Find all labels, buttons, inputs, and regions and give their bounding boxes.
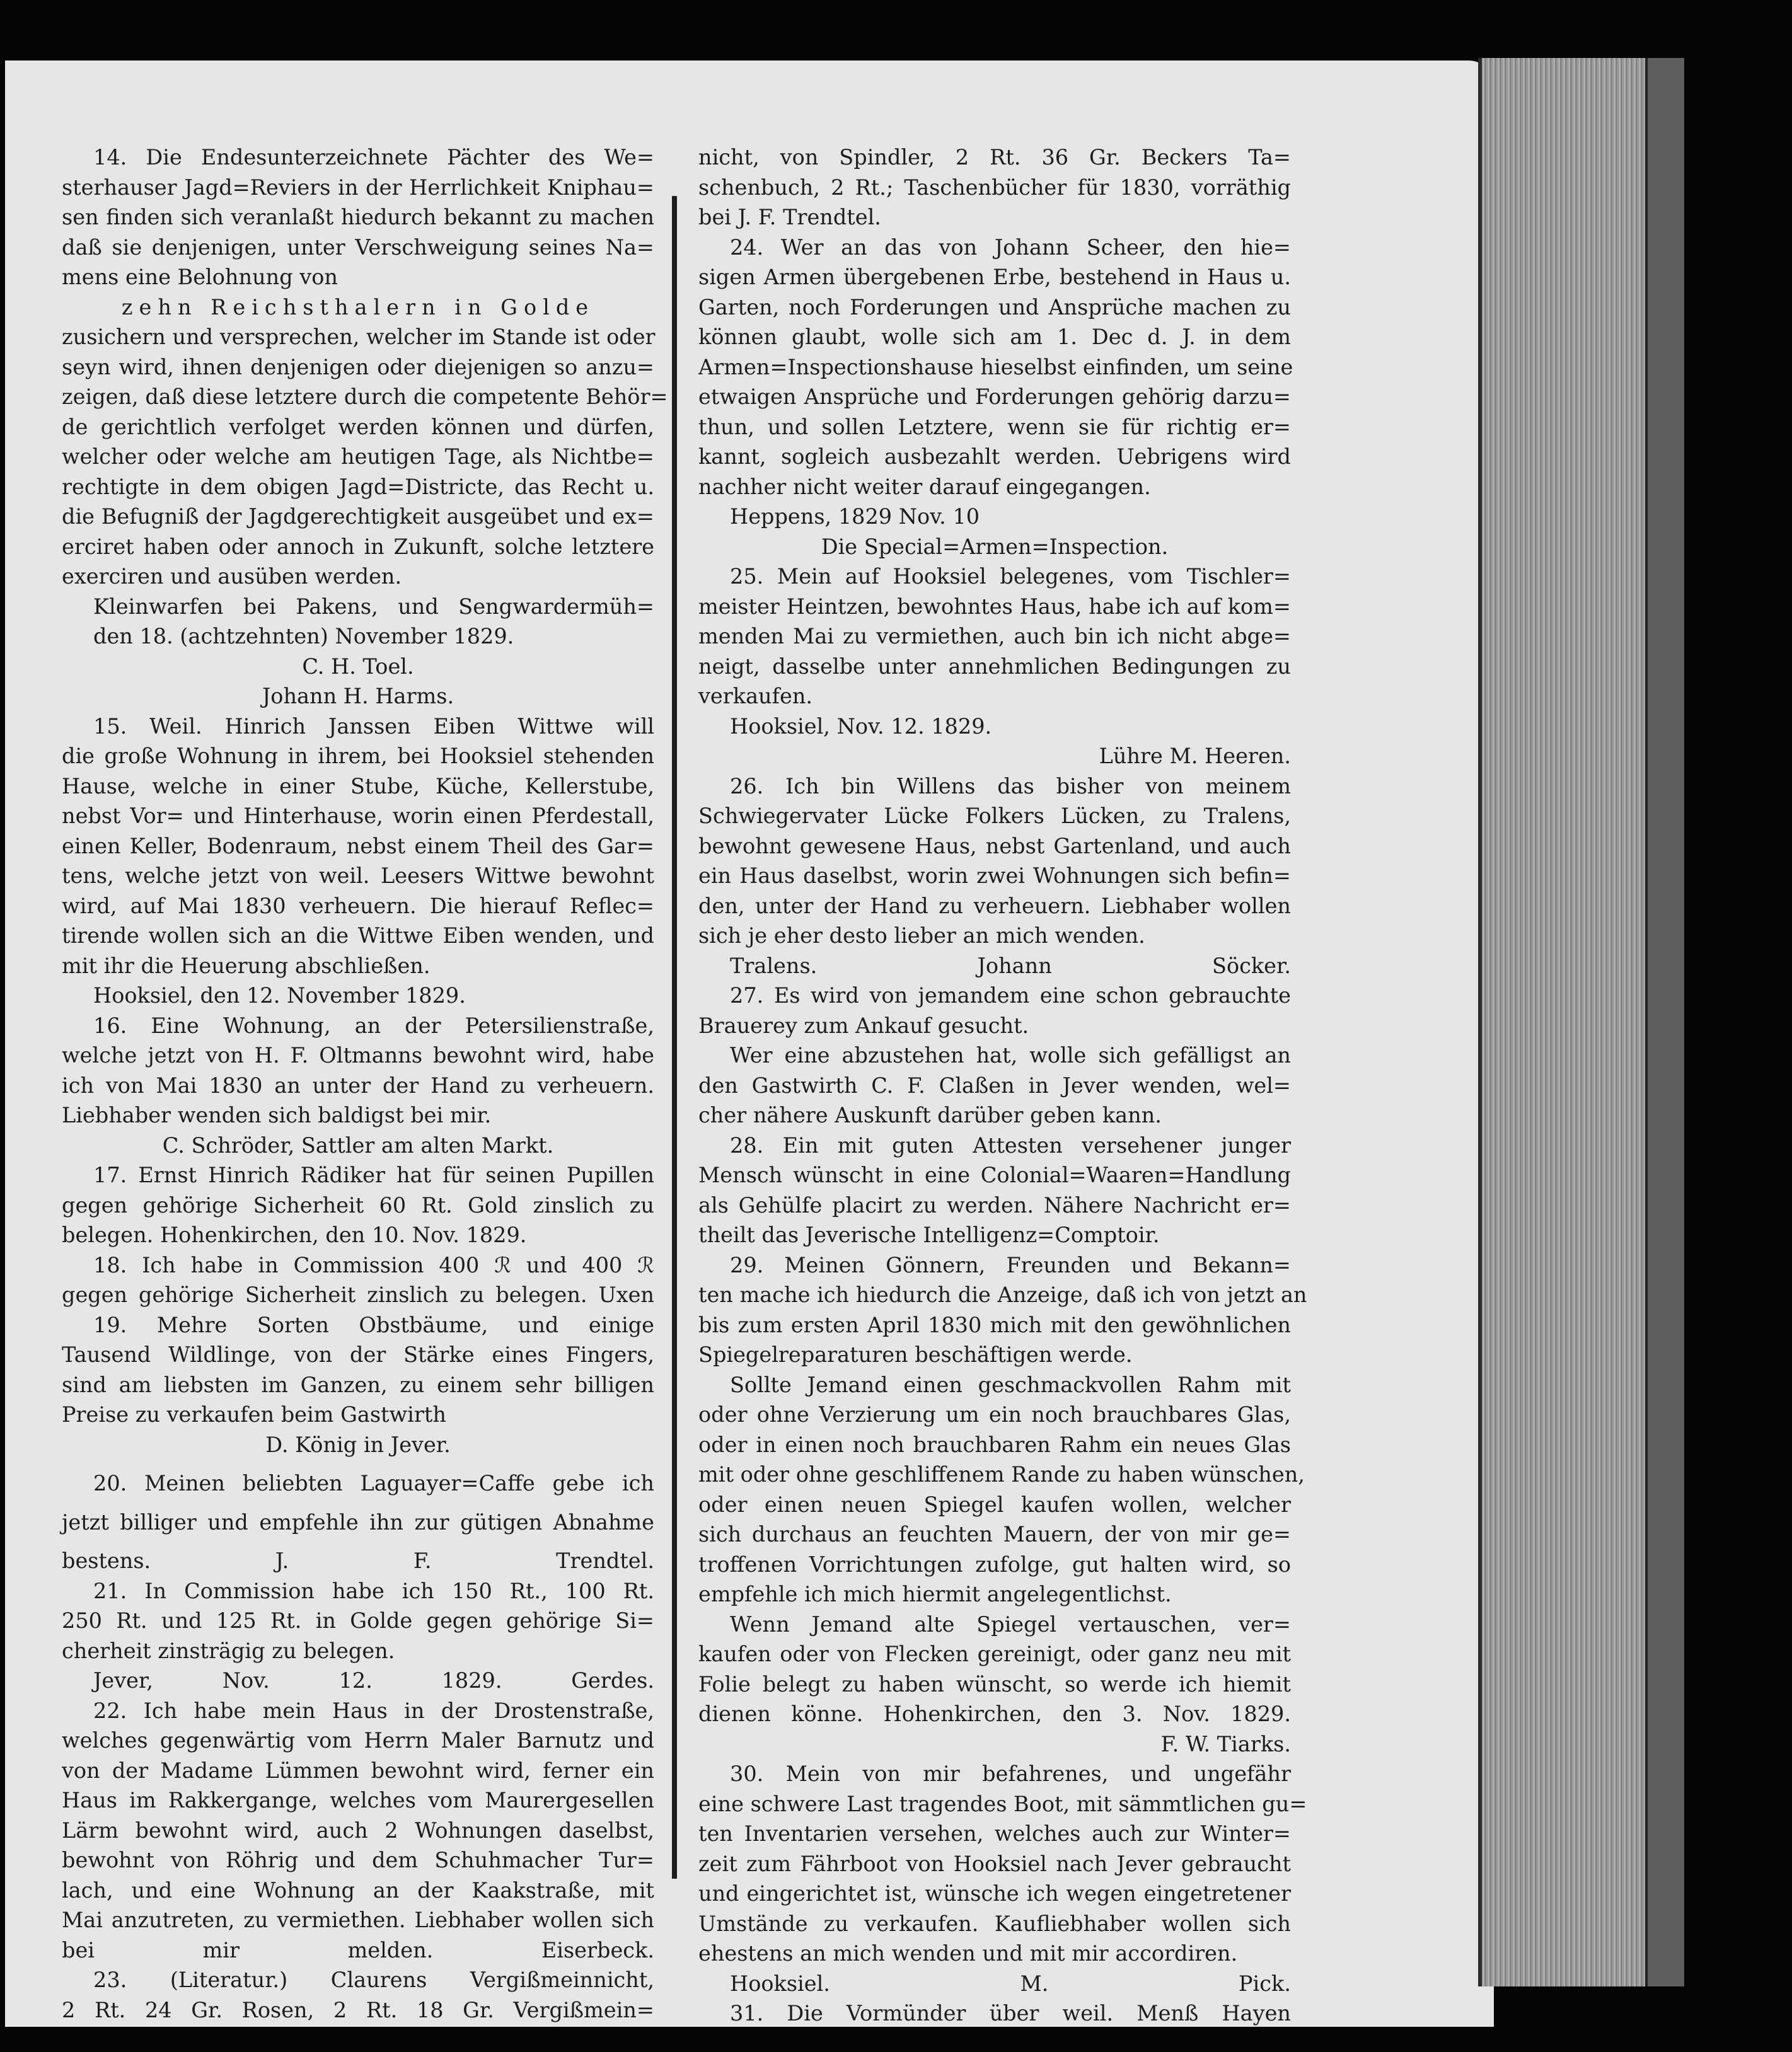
- right-column: [698, 142, 1307, 2027]
- book-fore-edge: [1478, 58, 1651, 1986]
- text-line: zeigen, daß diese letztere durch die competente Behör=: [62, 384, 668, 409]
- text-line: zusichern und versprechen, welcher im Stande ist oder: [62, 325, 656, 349]
- text-line: 21. In Commission habe ich 150 Rt., 100 Rt.: [93, 1578, 654, 1603]
- text-line: sind am liebsten im Ganzen, zu einem sehr billigen: [62, 1372, 654, 1397]
- text-line: 19. Mehre Sorten Obstbäume, und einige: [93, 1312, 654, 1337]
- text-line: zehn Reichsthalern in Golde: [121, 294, 595, 320]
- text-line: 17. Ernst Hinrich Rädiker hat für seinen Pupillen: [93, 1163, 654, 1187]
- text-line: lach, und eine Wohnung an der Kaakstraße, mit: [62, 1877, 654, 1903]
- text-line: Folie belegt zu haben wünscht, so werde ich hiemit: [698, 1671, 1291, 1697]
- text-line: den, unter der Hand zu verheuern. Liebhaber wollen: [698, 893, 1291, 918]
- text-line: tirende wollen sich an die Wittwe Eiben wenden, und: [62, 923, 654, 948]
- text-line: Lühre M. Heeren.: [1099, 744, 1291, 768]
- text-line: die große Wohnung in ihrem, bei Hooksiel stehenden: [62, 744, 654, 768]
- text-line: ein Haus daselbst, worin zwei Wohnungen sich befin=: [698, 863, 1291, 888]
- text-line: wird, auf Mai 1830 verheuern. Die hierauf Reflec=: [62, 893, 654, 918]
- text-line: Johann H. Harms.: [262, 684, 454, 708]
- text-line: ten mache ich hiedurch die Anzeige, daß ich von jetzt an: [698, 1282, 1307, 1307]
- text-line: von der Madame Lümmen bewohnt wird, ferner ein: [62, 1758, 654, 1783]
- text-line: 27. Es wird von jemandem eine schon gebrauchte: [730, 983, 1291, 1008]
- text-line: 20. Meinen beliebten Laguayer=Caffe gebe ich: [93, 1471, 654, 1496]
- text-line: Mai anzutreten, zu vermiethen. Liebhaber wollen sich: [62, 1908, 654, 1932]
- text-line: C. H. Toel.: [302, 654, 414, 679]
- text-line: exerciren und ausüben werden.: [62, 564, 402, 589]
- text-line: die Befugniß der Jagdgerechtigkeit ausgeübet und ex=: [62, 504, 654, 529]
- text-line: eine schwere Last tragendes Boot, mit sämmtlichen gu=: [698, 1791, 1307, 1816]
- text-line: als Gehülfe placirt zu werden. Nähere Nachricht er=: [698, 1192, 1291, 1218]
- text-line: Spiegelreparaturen beschäftigen werde.: [698, 1342, 1133, 1367]
- text-line: tens, welche jetzt von weil. Leesers Wittwe bewohnt: [62, 863, 654, 888]
- text-line: Hause, welche in einer Stube, Küche, Kellerstube,: [62, 773, 654, 798]
- text-line: Tausend Wildlinge, von der Stärke eines Fingers,: [62, 1342, 654, 1367]
- text-line: Kleinwarfen bei Pakens, und Sengwardermüh=: [93, 594, 654, 619]
- text-line: Sollte Jemand einen geschmackvollen Rahm mit: [730, 1372, 1291, 1397]
- text-line: sterhauser Jagd=Reviers in der Herrlichkeit Kniphau=: [62, 175, 654, 200]
- text-line: neigt, dasselbe unter annehmlichen Bedingungen zu: [698, 654, 1291, 679]
- text-line: 14. Die Endesunterzeichnete Pächter des We=: [93, 145, 654, 170]
- text-line: seyn wird, ihnen denjenigen oder diejenigen so anzu=: [62, 354, 654, 379]
- text-line: 23. (Literatur.) Claurens Vergißmeinnicht,: [93, 1968, 654, 1992]
- text-line: D. König in Jever.: [265, 1432, 451, 1457]
- text-line: Tralens. Johann Söcker.: [730, 953, 1291, 978]
- text-line: 29. Meinen Gönnern, Freunden und Bekann=: [730, 1252, 1291, 1277]
- text-line: bewohnt von Röhrig und dem Schuhmacher Tur=: [62, 1848, 654, 1872]
- column-rule: [672, 196, 677, 1879]
- text-line: verkaufen.: [698, 684, 813, 708]
- left-column: [62, 142, 668, 2025]
- text-line: rechtigte in dem obigen Jagd=Districte, das Recht u.: [62, 474, 654, 499]
- text-line: 28. Ein mit guten Attesten versehener junger: [730, 1133, 1291, 1158]
- text-line: Preise zu verkaufen beim Gastwirth: [62, 1402, 446, 1427]
- text-line: bis zum ersten April 1830 mich mit den gewöhnlichen: [698, 1312, 1291, 1337]
- text-line: nebst Vor= und Hinterhause, worin einen Pferdestall,: [62, 804, 654, 828]
- text-line: Die Special=Armen=Inspection.: [821, 534, 1169, 559]
- text-line: empfehle ich mich hiermit angelegentlichst.: [698, 1582, 1172, 1606]
- text-line: bei mir melden. Eiserbeck.: [62, 1937, 654, 1963]
- text-line: theilt das Jeverische Intelligenz=Comptoir.: [698, 1223, 1160, 1247]
- text-line: jetzt billiger und empfehle ihn zur gütigen Abnahme: [62, 1509, 654, 1535]
- text-line: Wenn Jemand alte Spiegel vertauschen, ver=: [730, 1611, 1291, 1637]
- text-line: ich von Mai 1830 an unter der Hand zu verheuern.: [62, 1073, 654, 1098]
- text-line: thun, und sollen Letztere, wenn sie für richtig er=: [698, 414, 1291, 439]
- text-line: ten Inventarien versehen, welches auch zur Winter=: [698, 1821, 1291, 1846]
- text-line: dienen könne. Hohenkirchen, den 3. Nov. 1829.: [698, 1702, 1291, 1726]
- text-line: 18. Ich habe in Commission 400 ℛ und 400 ℛ: [93, 1252, 654, 1277]
- text-line: 24. Wer an das von Johann Scheer, den hie=: [730, 234, 1291, 260]
- text-line: Hooksiel, den 12. November 1829.: [93, 983, 466, 1008]
- text-line: cher nähere Auskunft darüber geben kann.: [698, 1103, 1162, 1127]
- text-line: Schwiegervater Lücke Folkers Lücken, zu Tralens,: [698, 804, 1291, 828]
- text-line: F. W. Tiarks.: [1160, 1731, 1291, 1756]
- text-line: gegen gehörige Sicherheit 60 Rt. Gold zinslich zu: [62, 1192, 654, 1218]
- text-line: bewohnt gewesene Haus, nebst Gartenland, und auch: [698, 833, 1291, 858]
- text-line: ehestens an mich wenden und mit mir accordiren.: [698, 1941, 1238, 1966]
- text-line: nicht, von Spindler, 2 Rt. 36 Gr. Beckers Ta=: [698, 145, 1291, 170]
- text-line: 16. Eine Wohnung, an der Petersilienstraße,: [93, 1013, 654, 1038]
- text-line: kannt, sogleich ausbezahlt werden. Uebrigens wird: [698, 444, 1291, 469]
- text-line: meister Heintzen, bewohntes Haus, habe ich auf kom=: [698, 594, 1291, 619]
- text-line: mens eine Belohnung von: [62, 265, 338, 289]
- text-line: Heppens, 1829 Nov. 10: [730, 504, 980, 529]
- text-line: troffenen Vorrichtungen zufolge, gut halten wird, so: [698, 1552, 1291, 1577]
- text-line: daß sie denjenigen, unter Verschweigung seines Na=: [62, 234, 654, 260]
- text-line: oder einen neuen Spiegel kaufen wollen, welcher: [698, 1492, 1291, 1517]
- text-line: mit ihr die Heuerung abschließen.: [62, 953, 431, 978]
- text-line: etwaigen Ansprüche und Forderungen gehörig darzu=: [698, 384, 1291, 409]
- text-line: den Gastwirth C. F. Claßen in Jever wenden, wel=: [698, 1073, 1291, 1098]
- text-line: 15. Weil. Hinrich Janssen Eiben Wittwe will: [93, 713, 654, 739]
- text-line: Garten, noch Forderungen und Ansprüche machen zu: [698, 294, 1291, 320]
- text-line: oder ohne Verzierung um ein noch brauchbares Glas,: [698, 1402, 1291, 1427]
- text-line: Lärm bewohnt wird, auch 2 Wohnungen daselbst,: [62, 1818, 654, 1843]
- text-line: 30. Mein von mir befahrenes, und ungefähr: [730, 1761, 1291, 1786]
- text-line: Umstände zu verkaufen. Kaufliebhaber wollen sich: [698, 1911, 1291, 1936]
- newspaper-page: [5, 61, 1494, 2027]
- text-line: mit oder ohne geschliffenem Rande zu haben wünschen,: [698, 1462, 1305, 1487]
- book-cover-board: [1645, 58, 1684, 1986]
- text-line: sich durchaus an feuchten Mauern, der von mir ge=: [698, 1522, 1291, 1547]
- text-line: zeit zum Fährboot von Hooksiel nach Jever gebraucht: [698, 1851, 1291, 1876]
- text-line: 31. Die Vormünder über weil. Menß Hayen: [730, 2001, 1291, 2026]
- text-line: 26. Ich bin Willens das bisher von meinem: [730, 773, 1291, 798]
- text-line: sich je eher desto lieber an mich wenden.: [698, 923, 1145, 948]
- line-gap: [62, 1537, 654, 1546]
- text-line: welcher oder welche am heutigen Tage, als Nichtbe=: [62, 444, 654, 469]
- text-line: cherheit zinsträgig zu belegen.: [62, 1638, 395, 1663]
- text-line: 25. Mein auf Hooksiel belegenes, vom Tischler=: [730, 564, 1291, 589]
- text-line: nachher nicht weiter darauf eingegangen.: [698, 474, 1151, 499]
- text-line: bestens. J. F. Trendtel.: [62, 1548, 654, 1573]
- text-line: Wer eine abzustehen hat, wolle sich gefälligst an: [730, 1043, 1291, 1068]
- text-line: Brauerey zum Ankauf gesucht.: [698, 1013, 1029, 1038]
- text-line: oder in einen noch brauchbaren Rahm ein neues Glas: [698, 1432, 1291, 1457]
- text-line: 2 Rt. 24 Gr. Rosen, 2 Rt. 18 Gr. Vergißmein=: [62, 1997, 654, 2022]
- text-line: 250 Rt. und 125 Rt. in Golde gegen gehörige Si=: [62, 1608, 654, 1633]
- text-line: Armen=Inspectionshause hieselbst einfinden, um seine: [698, 354, 1293, 379]
- line-gap: [62, 1499, 654, 1507]
- text-line: welches gegenwärtig vom Herrn Maler Barnutz und: [62, 1728, 654, 1753]
- text-line: de gerichtlich verfolget werden können und dürfen,: [62, 414, 654, 439]
- text-line: bei J. F. Trendtel.: [698, 205, 881, 229]
- text-line: erciret haben oder annoch in Zukunft, solche letztere: [62, 534, 654, 559]
- text-line: können glaubt, wolle sich am 1. Dec d. J. in dem: [698, 325, 1291, 349]
- text-line: belegen. Hohenkirchen, den 10. Nov. 1829.: [62, 1223, 527, 1247]
- text-line: menden Mai zu vermiethen, auch bin ich nicht abge=: [698, 624, 1291, 648]
- text-line: Hooksiel. M. Pick.: [730, 1971, 1291, 1996]
- text-line: Jever, Nov. 12. 1829. Gerdes.: [93, 1668, 654, 1693]
- text-line: Mensch wünscht in eine Colonial=Waaren=Handlung: [698, 1163, 1291, 1187]
- text-line: C. Schröder, Sattler am alten Markt.: [162, 1133, 554, 1158]
- text-line: einen Keller, Bodenraum, nebst einem Theil des Gar=: [62, 833, 654, 858]
- text-line: kaufen oder von Flecken gereinigt, oder ganz neu mit: [698, 1642, 1291, 1666]
- text-line: welche jetzt von H. F. Oltmanns bewohnt wird, habe: [62, 1043, 654, 1068]
- text-line: den 18. (achtzehnten) November 1829.: [93, 624, 514, 648]
- text-line: Hooksiel, Nov. 12. 1829.: [730, 713, 992, 739]
- text-line: sen finden sich veranlaßt hiedurch bekannt zu machen: [62, 205, 654, 229]
- text-line: 22. Ich habe mein Haus in der Drostenstraße,: [93, 1698, 654, 1723]
- text-line: Haus im Rakkergange, welches vom Maurergesellen: [62, 1788, 654, 1813]
- text-line: und eingerichtet ist, wünsche ich wegen eingetretener: [698, 1881, 1291, 1906]
- text-line: gegen gehörige Sicherheit zinslich zu belegen. Uxen: [62, 1282, 654, 1307]
- text-line: Liebhaber wenden sich baldigst bei mir.: [62, 1103, 492, 1127]
- text-line: schenbuch, 2 Rt.; Taschenbücher für 1830, vorräthig: [698, 175, 1291, 200]
- line-gap: [62, 1460, 654, 1468]
- text-line: sigen Armen übergebenen Erbe, bestehend in Haus u.: [698, 265, 1291, 289]
